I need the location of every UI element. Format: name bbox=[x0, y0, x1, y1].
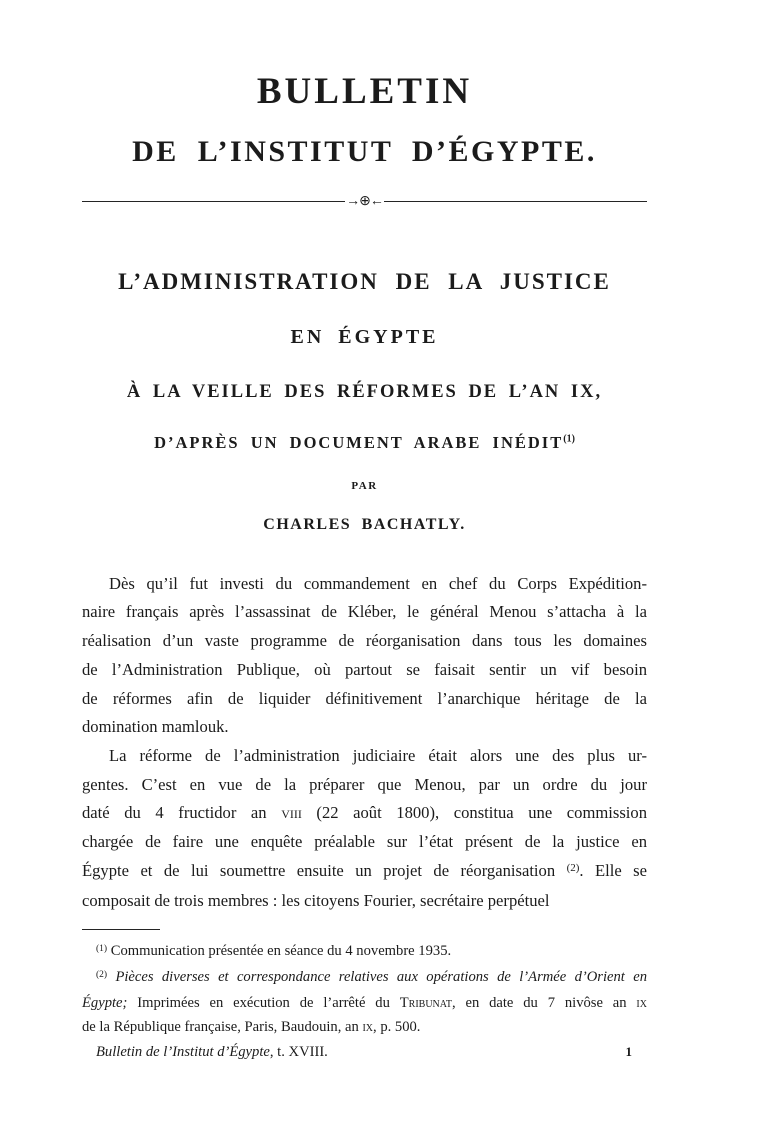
footnote-marker: (2) bbox=[96, 969, 108, 980]
article-title-line2: EN ÉGYPTE bbox=[290, 325, 439, 348]
divider-ornament-icon: →⊕← bbox=[346, 193, 383, 209]
footnote-text-italic: Égypte; bbox=[82, 994, 128, 1011]
text-segment: (22 août 1800), constitua une commission bbox=[301, 803, 647, 823]
text-segment: . Elle se bbox=[579, 860, 647, 880]
footnote-rule bbox=[82, 929, 160, 930]
footnote-text: , p. 500. bbox=[373, 1018, 421, 1035]
journal-title-line2: DE L’INSTITUT D’ÉGYPTE. bbox=[132, 134, 597, 168]
author-name: CHARLES BACHATLY. bbox=[263, 515, 466, 533]
footnote-text: , en date du 7 nivôse an bbox=[451, 994, 637, 1011]
text-line: Dès qu’il fut investi du commandement en chef du Corps Expédition- bbox=[109, 573, 647, 593]
journal-reference-volume: , t. XVIII. bbox=[269, 1044, 328, 1061]
text-column bbox=[82, 0, 647, 1065]
footnote-text-italic: Pièces diverses et correspondance relatives aux opérations de l’Armée d’Orient en bbox=[107, 968, 647, 985]
divider-rule-right bbox=[384, 201, 647, 202]
paragraph bbox=[82, 570, 647, 742]
roman-numeral-smallcaps: ix bbox=[636, 994, 647, 1011]
footnote-text: Communication présentée en séance du 4 novembre 1935. bbox=[107, 943, 452, 960]
article-title-line3: À LA VEILLE DES RÉFORMES DE L’AN IX, bbox=[126, 381, 603, 402]
smallcaps-word: Tribunat bbox=[399, 994, 452, 1011]
journal-reference bbox=[82, 1041, 328, 1065]
paragraph bbox=[82, 742, 647, 916]
journal-title-line1: BULLETIN bbox=[256, 71, 473, 112]
roman-numeral-smallcaps: viii bbox=[281, 803, 302, 823]
text-line: La réforme de l’administration judiciaire était alors une des plus ur- bbox=[109, 745, 647, 765]
text-line bbox=[82, 857, 647, 888]
footnote-line bbox=[82, 966, 647, 992]
footnotes bbox=[82, 940, 647, 1039]
footnote-2 bbox=[82, 966, 647, 1039]
text-segment: Égypte et de lui soumettre ensuite un projet de réorganisation bbox=[82, 860, 567, 880]
text-line: gentes. C’est en vue de la préparer que Menou, par un ordre du jour bbox=[82, 774, 647, 794]
text-line: composait de trois membres : les citoyens Fourier, secrétaire perpétuel bbox=[82, 891, 550, 911]
text-line: naire français après l’assassinat de Kléber, le général Menou s’attacha à la bbox=[82, 602, 647, 622]
footnote-line bbox=[82, 1016, 647, 1040]
text-line: chargée de faire une enquête préalable sur l’état présent de la justice en bbox=[82, 832, 647, 852]
footnote-line bbox=[82, 992, 647, 1016]
text-line: de l’Administration Publique, où partout se faisait sentir un vif besoin bbox=[82, 659, 647, 679]
footnote-ref-1: (1) bbox=[563, 433, 575, 445]
article-header bbox=[82, 269, 647, 534]
text-line: domination mamlouk. bbox=[82, 717, 229, 737]
text-line bbox=[82, 799, 647, 828]
text-line: de réformes afin de liquider définitivement l’anarchique héritage de la bbox=[82, 688, 647, 708]
page-footer bbox=[82, 1040, 647, 1065]
text-line: réalisation d’un vaste programme de réorganisation dans tous les domaines bbox=[82, 631, 647, 651]
divider-rule-left bbox=[82, 201, 345, 202]
footnote-text: de la République française, Paris, Baudouin, an bbox=[82, 1018, 363, 1035]
roman-numeral-smallcaps: ix bbox=[362, 1018, 374, 1035]
footnote-marker: (1) bbox=[96, 944, 108, 955]
footnote-ref-2: (2) bbox=[566, 861, 580, 874]
page-number: 1 bbox=[625, 1044, 632, 1060]
article-title-line1: L’ADMINISTRATION DE LA JUSTICE bbox=[118, 268, 611, 294]
article-title-line4 bbox=[82, 433, 647, 453]
journal-masthead bbox=[82, 0, 647, 168]
byline-label: PAR bbox=[351, 479, 378, 492]
text-segment: daté du 4 fructidor an bbox=[82, 803, 282, 823]
article-body bbox=[82, 570, 647, 916]
ornamental-divider bbox=[82, 195, 647, 209]
journal-reference-title: Bulletin de l’Institut d’Égypte bbox=[96, 1044, 270, 1061]
article-title-line4-text: D’APRÈS UN DOCUMENT ARABE INÉDIT bbox=[154, 432, 564, 452]
footnote-text: Imprimées en exécution de l’arrêté du bbox=[127, 994, 400, 1011]
footnote-1 bbox=[82, 940, 647, 966]
